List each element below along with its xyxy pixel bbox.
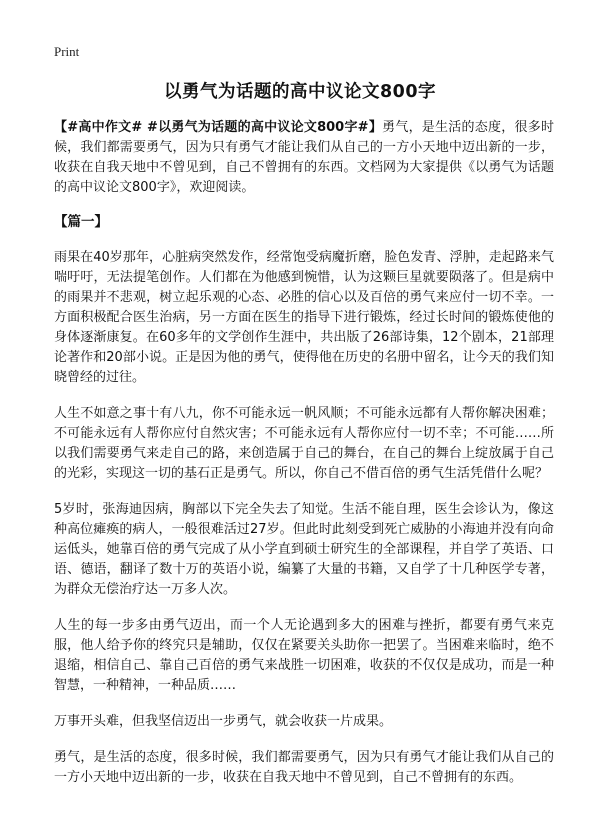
article-body (54, 118, 554, 804)
paragraph-3: 5岁时，张海迪因病，胸部以下完全失去了知觉。生活不能自理，医生会诊认为，像这种高位瘫痪的病人，一般很难活过27岁。但此时此刻受到死亡威胁的小海迪并没有向命运低头，她靠百倍的勇气完成了从小学直到硕士研究生的全部课程，并自学了英语、口语、德语，翻译了数十万的英语小说，编纂了大量的书籍，又自学了十几种医学专著，为群众无偿治疗达一万多人次。 (54, 502, 554, 597)
intro-text: 勇气，是生活的态度，很多时候，我们都需要勇气，因为只有勇气才能让我们从自己的一方小天地中迈出新的一步，收获在自我天地中不曾见到，自己不曾拥有的东西。文档网为大家提供《以勇气为话题的高中议论文800字》，欢迎阅读。 (54, 120, 554, 195)
page-title: 以勇气为话题的高中议论文800字 (163, 82, 437, 102)
paragraph-6: 勇气，是生活的态度，很多时候，我们都需要勇气，因为只有勇气才能让我们从自己的一方小天地中迈出新的一步，收获在自我天地中不曾见到，自己不曾拥有的东西。 (54, 750, 554, 785)
paragraph-2: 人生不如意之事十有八九，你不可能永远一帆风顺；不可能永远都有人帮你解决困难；不可能永远有人帮你应付自然灾害；不可能永远有人帮你应付一切不幸；不可能……所以我们需要勇气来走自己的路，来创造属于自己的舞台，在自己的舞台上绽放属于自己的光彩，实现这一切的基石正是勇气。所以，你自己不借百倍的勇气生活凭借什么呢？ (54, 406, 554, 481)
print-link[interactable]: Print (54, 44, 80, 59)
paragraph-1: 雨果在40岁那年，心脏病突然发作，经常饱受病魔折磨，脸色发青、浮肿，走起路来气喘吁吁，无法提笔创作。人们都在为他感到惋惜，认为这颗巨星就要陨落了。但是病中的雨果并不悲观，树立起乐观的心态、必胜的信心以及百倍的勇气来应付一切不幸。一方面积极配合医生治病，另一方面在医生的指导下进行锻炼，经过长时间的锻炼使他的身体逐渐康复。在60多年的文学创作生涯中，共出版了26部诗集，12个剧本，21部理论著作和20部小说。正是因为他的勇气，使得他在历史的名册中留名，让今天的我们知晓曾经的过往。 (54, 250, 554, 385)
paragraph-5: 万事开头难，但我坚信迈出一步勇气，就会收获一片成果。 (54, 714, 393, 729)
intro-tag: 【#高中作文# #以勇气为话题的高中议论文800字#】 (54, 120, 383, 135)
intro-paragraph (54, 118, 554, 198)
paragraph-4: 人生的每一步多由勇气迈出，而一个人无论遇到多大的困难与挫折，都要有勇气来克服，他人给予你的终究只是辅助，仅仅在紧要关头助你一把罢了。当困难来临时，绝不退缩，相信自己、靠自己百倍的勇气来战胜一切困难，收获的不仅仅是成功，而是一种智慧，一种精神，一种品质…… (54, 618, 554, 693)
section-heading: 【篇一】 (54, 214, 108, 230)
